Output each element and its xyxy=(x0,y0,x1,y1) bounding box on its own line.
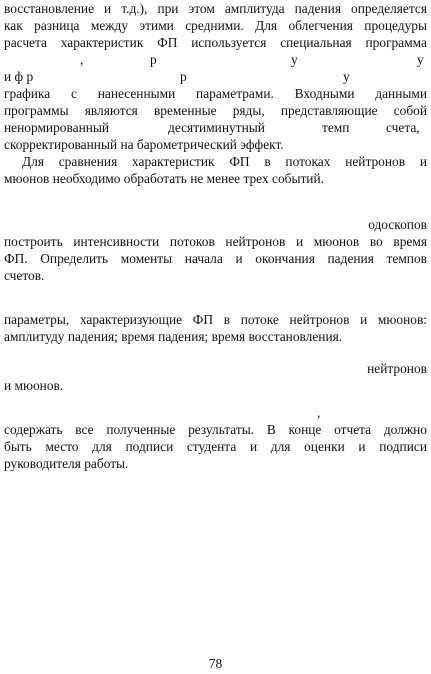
text-line: одоскопов xyxy=(368,217,427,232)
text-line: нейтронов xyxy=(367,361,427,376)
text-line-fragments xyxy=(4,404,427,421)
text-line: Для сравнения характеристик ФП в потоках нейтронов и xyxy=(22,154,427,169)
text-fragment: и ф р xyxy=(4,69,34,84)
text-fragment: , xyxy=(80,52,84,67)
text-line: счетов. xyxy=(4,268,45,283)
text-line: скорректированный на барометрический эффект. xyxy=(4,137,284,152)
text-fragment: , xyxy=(317,405,321,420)
text-fragment: счета, xyxy=(386,120,420,135)
page-number: 78 xyxy=(208,656,223,671)
text-line: как разница между этими средними. Для облегчения процедуры xyxy=(4,18,427,33)
text-line: руководителя работы. xyxy=(4,456,129,471)
text-line: быть место для подписи студента и для оценки и подписи xyxy=(4,439,427,454)
text-line: расчета характеристик ФП используется специальная программа xyxy=(4,35,427,50)
text-line: амплитуду падения; время падения; время восстановления. xyxy=(4,329,343,344)
text-fragment: темп xyxy=(322,120,350,135)
text-line-fragments xyxy=(4,68,427,85)
text-line-fragments xyxy=(4,119,427,136)
text-line: ФП. Определить моменты начала и окончания падения темпов xyxy=(4,251,427,266)
text-fragment: у xyxy=(291,52,298,67)
text-line: графика с нанесенными параметрами. Входными данными xyxy=(4,86,427,101)
text-line: содержать все полученные результаты. В конце отчета должно xyxy=(4,422,427,437)
text-fragment: р xyxy=(180,69,187,84)
text-fragment: ненормированный xyxy=(4,120,110,135)
text-fragment: у xyxy=(417,52,424,67)
text-fragment: десятиминутный xyxy=(168,120,265,135)
text-line: программы являются временные ряды, представляющие собой xyxy=(4,103,427,118)
text-line: восстановление и т.д.), при этом амплитуда падения определяется xyxy=(4,1,427,16)
text-fragment: р xyxy=(150,52,157,67)
text-fragment: у xyxy=(343,69,350,84)
text-line: и мюонов. xyxy=(4,378,64,393)
text-line: параметры, характеризующие ФП в потоке нейтронов и мюонов: xyxy=(4,312,427,327)
text-line: мюонов необходимо обработать не менее трех событий. xyxy=(4,171,324,186)
text-line: построить интенсивности потоков нейтронов и мюонов во время xyxy=(4,234,427,249)
text-line-fragments xyxy=(4,51,427,68)
